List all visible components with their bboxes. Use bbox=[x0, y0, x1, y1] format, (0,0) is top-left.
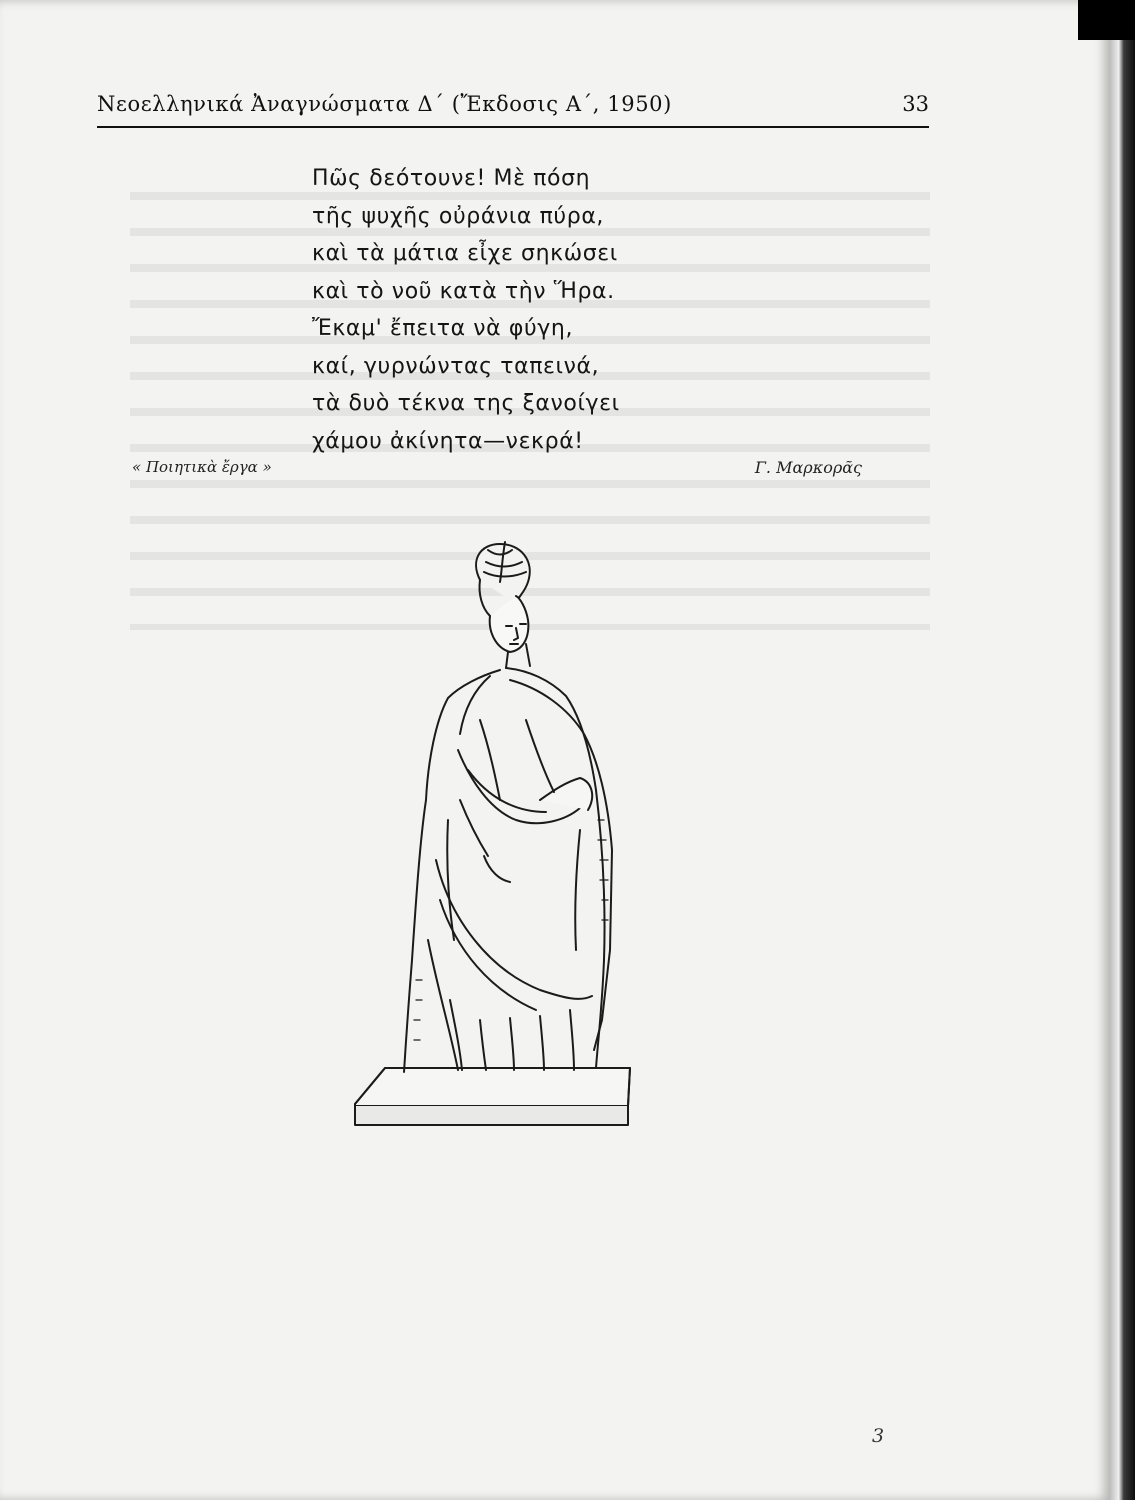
poem-line: Πῶς δεότουνε! Μὲ πόση bbox=[312, 166, 591, 191]
poem-line: καὶ τὸ νοῦ κατὰ τὴν Ἥρα. bbox=[312, 278, 615, 304]
source-title: « Ποιητικὰ ἔργα » bbox=[132, 458, 272, 476]
poem-line: καὶ τὰ μάτια εἶχε σηκώσει bbox=[312, 241, 618, 266]
poem-line: τῆς ψυχῆς οὐράνια πύρα, bbox=[312, 203, 605, 229]
draped-female-statue-icon bbox=[340, 520, 660, 1340]
poem-line: καί, γυρνώντας ταπεινά, bbox=[312, 353, 600, 379]
poem-line: Ἔκαμ' ἔπειτα νὰ φύγη, bbox=[312, 316, 574, 341]
running-head bbox=[97, 92, 929, 128]
background-corner bbox=[1078, 0, 1135, 40]
book-spine-edge bbox=[1110, 0, 1135, 1500]
poem bbox=[312, 160, 620, 460]
signature-mark: 3 bbox=[872, 1425, 885, 1447]
author-name: Γ. Μαρκορᾶς bbox=[754, 458, 862, 477]
poem-line: τὰ δυὸ τέκνα της ξανοίγει bbox=[312, 391, 620, 416]
poem-line: χάμου ἀκίνητα—νεκρά! bbox=[312, 428, 584, 454]
book-title: Νεοελληνικά Ἀναγνώσματα Δ΄ (Ἔκδοσις Α΄, 1950) bbox=[97, 92, 672, 116]
page-number: 33 bbox=[902, 92, 929, 116]
